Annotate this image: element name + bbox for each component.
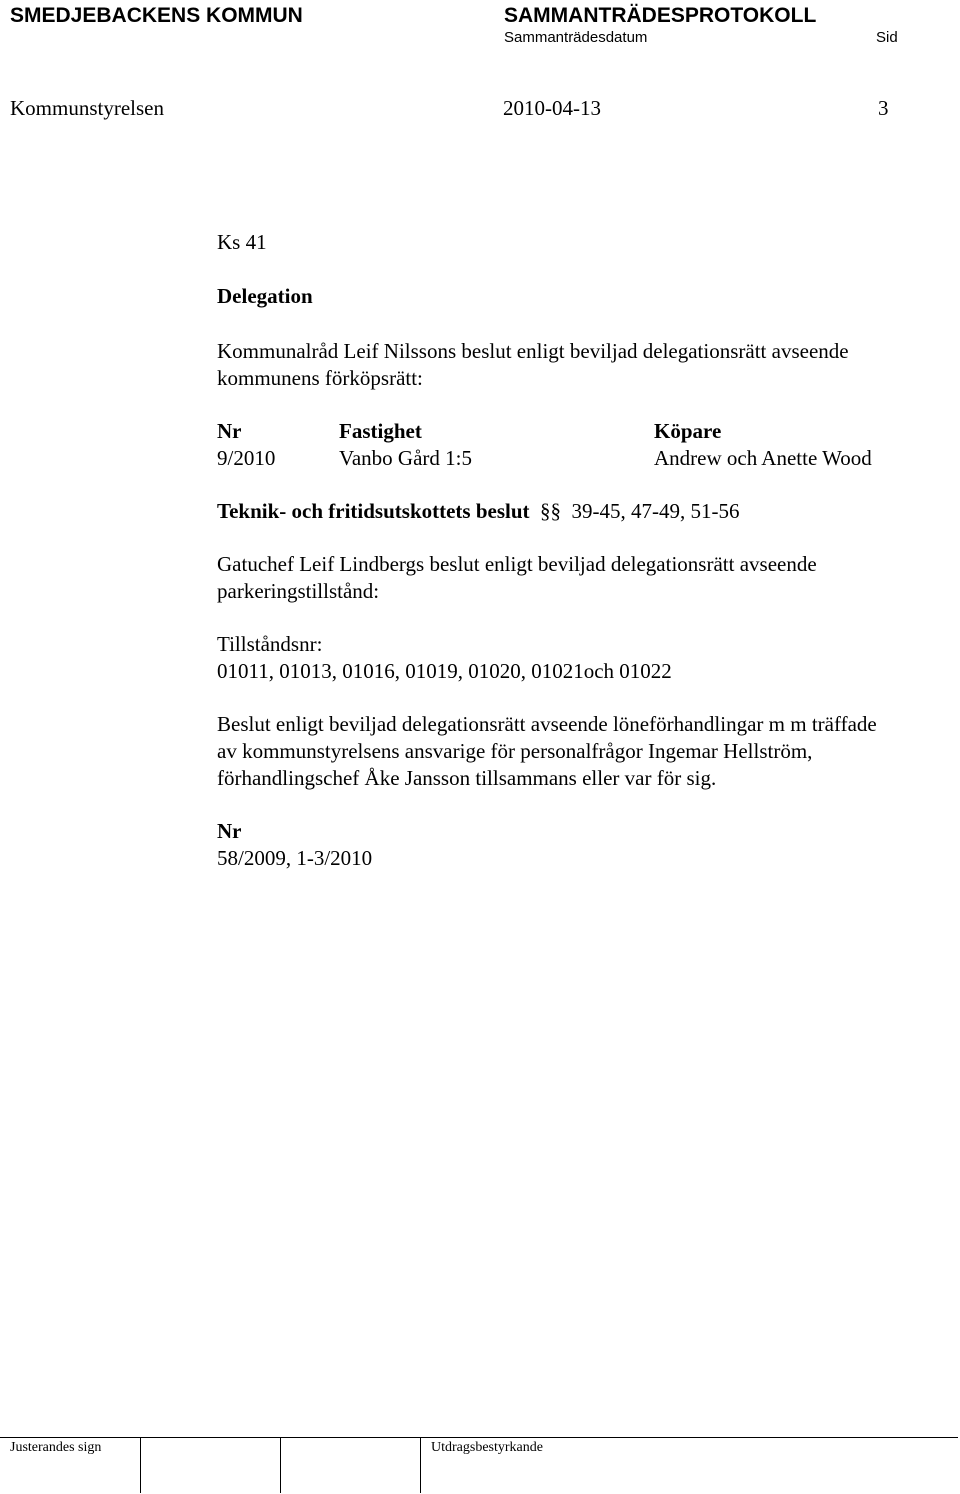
- table-header-fastighet: Fastighet: [339, 419, 422, 443]
- table-header-kopare: Köpare: [654, 419, 722, 443]
- section-title: Delegation: [217, 284, 313, 308]
- table-cell-kopare: Andrew och Anette Wood: [654, 446, 872, 470]
- meeting-date: 2010-04-13: [503, 96, 601, 120]
- page-label: Sid: [876, 29, 898, 46]
- date-label: Sammanträdesdatum: [504, 29, 648, 46]
- paragraph-reference: Ks 41: [217, 230, 267, 254]
- nr-label: Nr: [217, 819, 242, 843]
- utdragsbestyrkande-label: Utdragsbestyrkande: [431, 1440, 543, 1455]
- beslut-line-2: av kommunstyrelsens ansvarige för personalfrågor Ingemar Hellström,: [217, 739, 813, 763]
- beslut-line-1: Beslut enligt beviljad delegationsrätt avseende löneförhandlingar m m träffade: [217, 712, 877, 736]
- page-number: 3: [878, 96, 889, 120]
- beslut-line-3: förhandlingschef Åke Jansson tillsammans eller var för sig.: [217, 766, 717, 790]
- intro-line-1: Kommunalråd Leif Nilssons beslut enligt beviljad delegationsrätt avseende: [217, 339, 849, 363]
- permit-numbers: 01011, 01013, 01016, 01019, 01020, 01021och 01022: [217, 659, 672, 683]
- gatuchef-line-2: parkeringstillstånd:: [217, 579, 380, 603]
- section-sign-icon: §§: [534, 499, 567, 523]
- municipality-name: SMEDJEBACKENS KOMMUN: [10, 4, 303, 27]
- permit-label: Tillståndsnr:: [217, 632, 323, 656]
- footer-top-rule: [0, 1437, 958, 1438]
- footer-divider: [140, 1437, 141, 1493]
- footer-divider: [420, 1437, 421, 1493]
- intro-line-2: kommunens förköpsrätt:: [217, 366, 423, 390]
- teknik-line: [217, 498, 740, 525]
- gatuchef-line-1: Gatuchef Leif Lindbergs beslut enligt beviljad delegationsrätt avseende: [217, 552, 817, 576]
- table-header-nr: Nr: [217, 419, 242, 443]
- table-cell-fastighet: Vanbo Gård 1:5: [339, 446, 472, 470]
- nr-value: 58/2009, 1-3/2010: [217, 846, 373, 870]
- document-type: SAMMANTRÄDESPROTOKOLL: [504, 4, 817, 27]
- teknik-refs: 39-45, 47-49, 51-56: [571, 499, 740, 523]
- table-cell-nr: 9/2010: [217, 446, 276, 470]
- committee-name: Kommunstyrelsen: [10, 96, 164, 120]
- footer-divider: [280, 1437, 281, 1493]
- justerandes-sign-label: Justerandes sign: [10, 1440, 102, 1455]
- teknik-heading: Teknik- och fritidsutskottets beslut: [217, 499, 530, 523]
